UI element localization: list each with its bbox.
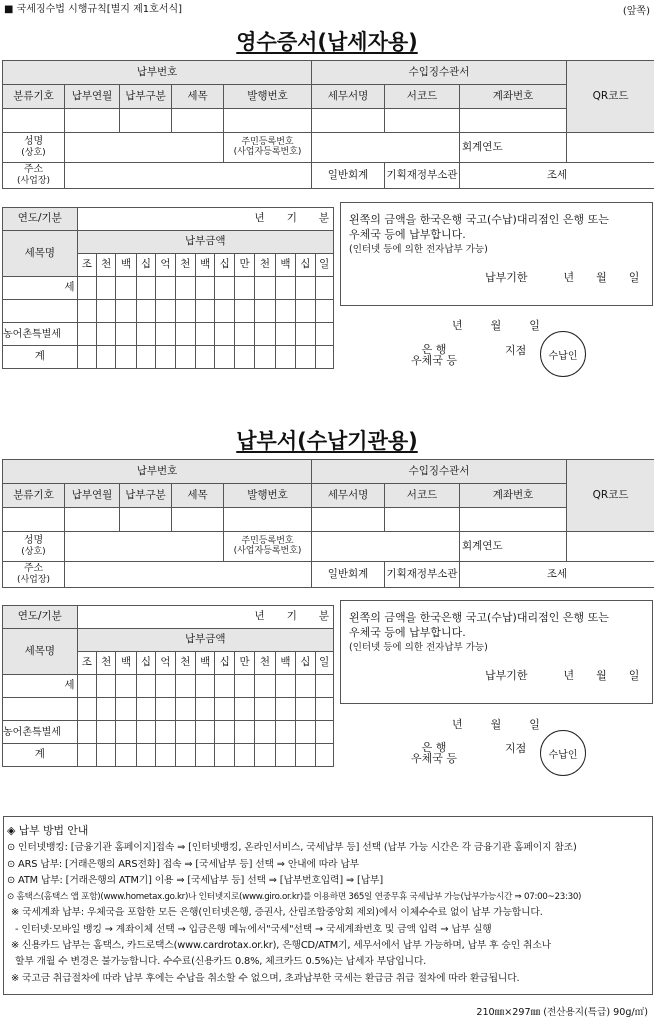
amount-table — [2, 605, 334, 767]
tax-row-label: 세 — [3, 277, 78, 300]
form-regulation-label: ■ 국세징수법 시행규칙[별지 제1호서식] — [4, 4, 183, 15]
tax-item-field[interactable] — [172, 508, 224, 532]
year-base-label: 연도/기분 — [3, 208, 78, 231]
receipt-stamp: 수납인 — [540, 331, 586, 377]
amount-label: 납부금액 — [77, 231, 333, 254]
rural-tax-row-label: 농어촌특별세 — [3, 323, 78, 346]
amount-digit-cell[interactable] — [234, 744, 254, 767]
amount-digit-cell[interactable] — [175, 744, 195, 767]
deadline-label: 납부기한 년 월 일 — [485, 669, 640, 682]
name-label: 성명 (상호) — [3, 532, 65, 562]
tax-row-label: 세 — [3, 675, 78, 698]
digit-header-12: 일 — [315, 254, 333, 277]
guide-line: ※ 국고금 취급절차에 따라 납부 후에는 수납을 취소할 수 없으며, 초과납부한 국세는 환급금 취급 절차에 따라 환급됩니다. — [11, 972, 520, 984]
amount-digit-cell[interactable] — [315, 300, 333, 323]
amount-digit-cell[interactable] — [77, 744, 96, 767]
amount-digit-cell[interactable] — [156, 675, 175, 698]
ministry-label: 기획재정부소관 — [385, 562, 460, 588]
fiscal-year-label: 회계연도 — [460, 133, 567, 163]
rrn-field[interactable] — [312, 133, 460, 163]
amount-digit-cell[interactable] — [136, 744, 155, 767]
amount-digit-cell[interactable] — [116, 744, 136, 767]
name-label: 성명 (상호) — [3, 133, 65, 163]
payment-notice-box — [340, 202, 653, 306]
payment-notice-box — [340, 600, 653, 704]
office-name-field[interactable] — [312, 508, 385, 532]
amount-digit-cell[interactable] — [275, 675, 295, 698]
office-name-label: 세무서명 — [312, 484, 385, 508]
notice-line-2: 우체국 등에 납부합니다. — [349, 228, 466, 241]
pay-month-label: 납부연월 — [65, 85, 120, 109]
notice-line-3: (인터넷 등에 의한 전자납부 가능) — [349, 642, 488, 653]
notice-line-1: 왼쪽의 금액을 한국은행 국고(수납)대리점인 은행 또는 — [349, 213, 609, 226]
amount-digit-cell[interactable] — [315, 721, 333, 744]
amount-digit-cell[interactable] — [196, 721, 215, 744]
amount-digit-cell[interactable] — [156, 323, 175, 346]
digit-header-1: 천 — [96, 254, 115, 277]
qr-code-label: QR코드 — [567, 460, 654, 532]
receipt-date: 년 월 일 — [452, 718, 540, 731]
amount-digit-cell[interactable] — [255, 323, 275, 346]
amount-digit-cell[interactable] — [296, 721, 315, 744]
rrn-field[interactable] — [312, 532, 460, 562]
amount-digit-cell[interactable] — [255, 744, 275, 767]
digit-header-9: 천 — [255, 254, 275, 277]
guide-line: ※ 신용카드 납부는 홈택스, 카드로택스(www.cardrotax.or.kr), 은행CD/ATM기, 세무서에서 납부 가능하며, 납부 후 승인 취소나 — [11, 940, 551, 952]
address-field[interactable] — [65, 562, 312, 588]
amount-digit-cell[interactable] — [315, 323, 333, 346]
notice-line-3: (인터넷 등에 의한 전자납부 가능) — [349, 244, 488, 255]
tax-label: 조세 — [460, 562, 654, 588]
pay-type-label: 납부구분 — [120, 484, 172, 508]
notice-line-2: 우체국 등에 납부합니다. — [349, 626, 466, 639]
amount-digit-cell[interactable] — [196, 277, 215, 300]
rrn-label: 주민등록번호 (사업자등록번호) — [224, 133, 312, 163]
amount-digit-cell[interactable] — [156, 300, 175, 323]
class-code-label: 분류기호 — [3, 484, 65, 508]
amount-digit-cell[interactable] — [96, 323, 115, 346]
issue-number-label: 발행번호 — [224, 85, 312, 109]
receipt-stamp: 수납인 — [540, 730, 586, 776]
notice-line-1: 왼쪽의 금액을 한국은행 국고(수납)대리점인 은행 또는 — [349, 611, 609, 624]
amount-digit-cell[interactable] — [77, 698, 96, 721]
bank-label: 은 행 우체국 등 — [411, 741, 458, 765]
blank-row-label[interactable] — [3, 698, 78, 721]
pay-type-label: 납부구분 — [120, 85, 172, 109]
blank-row-label[interactable] — [3, 300, 78, 323]
fiscal-year-field[interactable] — [567, 133, 654, 163]
amount-digit-cell[interactable] — [116, 721, 136, 744]
tax-label: 조세 — [460, 163, 654, 189]
amount-digit-cell[interactable] — [255, 277, 275, 300]
class-code-label: 분류기호 — [3, 85, 65, 109]
amount-digit-cell[interactable] — [156, 277, 175, 300]
digit-header-0: 조 — [77, 652, 96, 675]
qr-code-label: QR코드 — [567, 61, 654, 133]
guide-line: ⊙ 인터넷뱅킹: [금융기관 홈페이지]접속 ⇒ [인터넷뱅킹, 온라인서비스, 국세납부 등] 선택 (납부 가능 시간은 각 금융기관 홈페이지 참조) — [7, 842, 577, 854]
amount-digit-cell[interactable] — [116, 277, 136, 300]
amount-digit-cell[interactable] — [136, 277, 155, 300]
address-label: 주소 (사업장) — [3, 562, 65, 588]
amount-table — [2, 207, 334, 369]
guide-line: ⊙ 홈택스(홈택스 앱 포함)(www.hometax.go.kr)나 인터넷지로(www.giro.or.kr)를 이용하면 365일 연중무휴 국세납부 가능(납부가능시간 ⇒ 07:00~23:30) — [7, 892, 582, 903]
amount-digit-cell[interactable] — [215, 323, 234, 346]
guide-title: ◈ 납부 방법 안내 — [7, 824, 89, 837]
tax-item-field[interactable] — [172, 109, 224, 133]
payment-number-header: 납부번호 — [3, 61, 312, 85]
amount-label: 납부금액 — [77, 629, 333, 652]
year-base-field[interactable]: 년 기 분 — [77, 208, 333, 231]
rural-tax-row-label: 농어촌특별세 — [3, 721, 78, 744]
taxpayer-info-table — [2, 60, 654, 189]
issue-number-field[interactable] — [224, 508, 312, 532]
amount-digit-cell[interactable] — [77, 277, 96, 300]
amount-digit-cell[interactable] — [275, 277, 295, 300]
guide-line: ⊙ ATM 납부: [거래은행의 ATM기] 이용 ⇒ [국세납부 등] 선택 ⇒ [납부번호입력] ⇒ [납부] — [7, 874, 383, 886]
digit-header-4: 억 — [156, 652, 175, 675]
year-base-label: 연도/기분 — [3, 606, 78, 629]
branch-label: 지점 — [505, 742, 527, 755]
receipt-date: 년 월 일 — [452, 319, 540, 332]
general-account-label: 일반회계 — [312, 163, 385, 189]
amount-digit-cell[interactable] — [315, 698, 333, 721]
digit-header-2: 백 — [116, 254, 136, 277]
amount-digit-cell[interactable] — [136, 323, 155, 346]
digit-header-12: 일 — [315, 652, 333, 675]
amount-digit-cell[interactable] — [275, 698, 295, 721]
address-label: 주소 (사업장) — [3, 163, 65, 189]
amount-digit-cell[interactable] — [255, 721, 275, 744]
digit-header-11: 십 — [296, 652, 315, 675]
amount-digit-cell[interactable] — [96, 698, 115, 721]
amount-digit-cell[interactable] — [136, 346, 155, 369]
form-title: 영수증서(납세자용) — [236, 30, 418, 54]
amount-digit-cell[interactable] — [96, 346, 115, 369]
item-name-label: 세목명 — [3, 629, 78, 675]
digit-header-10: 백 — [275, 254, 295, 277]
amount-digit-cell[interactable] — [296, 346, 315, 369]
amount-digit-cell[interactable] — [136, 721, 155, 744]
amount-digit-cell[interactable] — [136, 698, 155, 721]
fiscal-year-label: 회계연도 — [460, 532, 567, 562]
amount-digit-cell[interactable] — [215, 721, 234, 744]
digit-header-5: 천 — [175, 652, 195, 675]
office-code-field[interactable] — [385, 109, 460, 133]
amount-digit-cell[interactable] — [234, 300, 254, 323]
form-title: 납부서(수납기관용) — [236, 429, 418, 453]
amount-digit-cell[interactable] — [234, 323, 254, 346]
amount-digit-cell[interactable] — [255, 300, 275, 323]
amount-digit-cell[interactable] — [116, 675, 136, 698]
tax-item-label: 세목 — [172, 85, 224, 109]
amount-digit-cell[interactable] — [215, 675, 234, 698]
amount-digit-cell[interactable] — [234, 277, 254, 300]
digit-header-10: 백 — [275, 652, 295, 675]
class-code-field[interactable] — [3, 109, 65, 133]
year-base-field[interactable]: 년 기 분 — [77, 606, 333, 629]
amount-digit-cell[interactable] — [234, 721, 254, 744]
amount-digit-cell[interactable] — [96, 675, 115, 698]
digit-header-7: 십 — [215, 652, 234, 675]
amount-digit-cell[interactable] — [255, 698, 275, 721]
rrn-label: 주민등록번호 (사업자등록번호) — [224, 532, 312, 562]
amount-digit-cell[interactable] — [156, 346, 175, 369]
amount-digit-cell[interactable] — [77, 323, 96, 346]
amount-digit-cell[interactable] — [275, 300, 295, 323]
digit-header-9: 천 — [255, 652, 275, 675]
amount-digit-cell[interactable] — [196, 323, 215, 346]
amount-digit-cell[interactable] — [175, 323, 195, 346]
page-side-label: (앞쪽) — [622, 6, 650, 17]
amount-digit-cell[interactable] — [196, 698, 215, 721]
digit-header-5: 천 — [175, 254, 195, 277]
pay-type-field[interactable] — [120, 109, 172, 133]
digit-header-7: 십 — [215, 254, 234, 277]
amount-digit-cell[interactable] — [296, 300, 315, 323]
digit-header-4: 억 — [156, 254, 175, 277]
amount-digit-cell[interactable] — [175, 277, 195, 300]
amount-digit-cell[interactable] — [196, 675, 215, 698]
digit-header-6: 백 — [196, 652, 215, 675]
branch-label: 지점 — [505, 344, 527, 357]
amount-digit-cell[interactable] — [215, 744, 234, 767]
payment-guide — [3, 816, 653, 995]
digit-header-8: 만 — [234, 254, 254, 277]
amount-digit-cell[interactable] — [275, 323, 295, 346]
office-code-field[interactable] — [385, 508, 460, 532]
digit-header-0: 조 — [77, 254, 96, 277]
amount-digit-cell[interactable] — [255, 675, 275, 698]
total-row-label: 계 — [3, 346, 78, 369]
bank-label: 은 행 우체국 등 — [411, 343, 458, 367]
account-number-label: 계좌번호 — [460, 484, 567, 508]
amount-digit-cell[interactable] — [77, 346, 96, 369]
paper-spec: 210㎜×297㎜ (전산용지(특급) 90g/㎡) — [476, 1007, 648, 1018]
amount-digit-cell[interactable] — [175, 300, 195, 323]
amount-digit-cell[interactable] — [156, 721, 175, 744]
tax-item-label: 세목 — [172, 484, 224, 508]
digit-header-3: 십 — [136, 652, 155, 675]
amount-digit-cell[interactable] — [96, 744, 115, 767]
class-code-field[interactable] — [3, 508, 65, 532]
general-account-label: 일반회계 — [312, 562, 385, 588]
amount-digit-cell[interactable] — [215, 300, 234, 323]
amount-digit-cell[interactable] — [215, 346, 234, 369]
address-field[interactable] — [65, 163, 312, 189]
amount-digit-cell[interactable] — [77, 300, 96, 323]
deadline-label: 납부기한 년 월 일 — [485, 271, 640, 284]
office-name-label: 세무서명 — [312, 85, 385, 109]
amount-digit-cell[interactable] — [296, 323, 315, 346]
amount-digit-cell[interactable] — [136, 300, 155, 323]
amount-digit-cell[interactable] — [296, 277, 315, 300]
amount-digit-cell[interactable] — [234, 698, 254, 721]
amount-digit-cell[interactable] — [96, 277, 115, 300]
amount-digit-cell[interactable] — [315, 277, 333, 300]
amount-digit-cell[interactable] — [77, 721, 96, 744]
account-number-field[interactable] — [460, 109, 567, 133]
fiscal-year-field[interactable] — [567, 532, 654, 562]
amount-digit-cell[interactable] — [275, 744, 295, 767]
digit-header-8: 만 — [234, 652, 254, 675]
amount-digit-cell[interactable] — [275, 721, 295, 744]
digit-header-6: 백 — [196, 254, 215, 277]
total-row-label: 계 — [3, 744, 78, 767]
digit-header-1: 천 — [96, 652, 115, 675]
amount-digit-cell[interactable] — [315, 744, 333, 767]
digit-header-2: 백 — [116, 652, 136, 675]
name-field[interactable] — [65, 532, 224, 562]
amount-digit-cell[interactable] — [215, 277, 234, 300]
name-field[interactable] — [65, 133, 224, 163]
digit-header-3: 십 — [136, 254, 155, 277]
ministry-label: 기획재정부소관 — [385, 163, 460, 189]
taxpayer-info-table — [2, 459, 654, 588]
office-code-label: 서코드 — [385, 85, 460, 109]
amount-digit-cell[interactable] — [175, 721, 195, 744]
amount-digit-cell[interactable] — [315, 346, 333, 369]
office-code-label: 서코드 — [385, 484, 460, 508]
amount-digit-cell[interactable] — [196, 346, 215, 369]
amount-digit-cell[interactable] — [156, 698, 175, 721]
receiving-office-header: 수입징수관서 — [312, 460, 567, 484]
amount-digit-cell[interactable] — [96, 721, 115, 744]
pay-month-field[interactable] — [65, 508, 120, 532]
pay-month-label: 납부연월 — [65, 484, 120, 508]
amount-digit-cell[interactable] — [116, 300, 136, 323]
office-name-field[interactable] — [312, 109, 385, 133]
amount-digit-cell[interactable] — [116, 698, 136, 721]
guide-line: ※ 국세계좌 납부: 우체국을 포함한 모든 은행(인터넷은행, 증권사, 산림조합중앙회 제외)에서 이체수수료 없이 납부 가능합니다. — [11, 907, 543, 919]
amount-digit-cell[interactable] — [234, 675, 254, 698]
pay-type-field[interactable] — [120, 508, 172, 532]
amount-digit-cell[interactable] — [96, 300, 115, 323]
item-name-label: 세목명 — [3, 231, 78, 277]
receiving-office-header: 수입징수관서 — [312, 61, 567, 85]
guide-line: 할부 개월 수 변경은 불가능합니다. 수수료(신용카드 0.8%, 체크카드 0.5%)는 납세자 부담입니다. — [15, 956, 427, 968]
pay-month-field[interactable] — [65, 109, 120, 133]
account-number-field[interactable] — [460, 508, 567, 532]
digit-header-11: 십 — [296, 254, 315, 277]
amount-digit-cell[interactable] — [175, 698, 195, 721]
guide-line: ⊙ ARS 납부: [거래은행의 ARS전화] 접속 ⇒ [국세납부 등] 선택 ⇒ 안내에 따라 납부 — [7, 858, 359, 870]
amount-digit-cell[interactable] — [296, 698, 315, 721]
amount-digit-cell[interactable] — [136, 675, 155, 698]
amount-digit-cell[interactable] — [196, 300, 215, 323]
amount-digit-cell[interactable] — [315, 675, 333, 698]
amount-digit-cell[interactable] — [296, 675, 315, 698]
amount-digit-cell[interactable] — [196, 744, 215, 767]
amount-digit-cell[interactable] — [296, 744, 315, 767]
amount-digit-cell[interactable] — [175, 346, 195, 369]
payment-number-header: 납부번호 — [3, 460, 312, 484]
issue-number-field[interactable] — [224, 109, 312, 133]
guide-line: - 인터넷·모바일 뱅킹 → 계좌이체 선택 → 입금은행 메뉴에서"국세"선택 → 국세계좌번호 및 금액 입력 → 납부 실행 — [15, 923, 492, 935]
amount-digit-cell[interactable] — [234, 346, 254, 369]
amount-digit-cell[interactable] — [116, 346, 136, 369]
amount-digit-cell[interactable] — [175, 675, 195, 698]
amount-digit-cell[interactable] — [255, 346, 275, 369]
amount-digit-cell[interactable] — [116, 323, 136, 346]
amount-digit-cell[interactable] — [275, 346, 295, 369]
amount-digit-cell[interactable] — [156, 744, 175, 767]
issue-number-label: 발행번호 — [224, 484, 312, 508]
account-number-label: 계좌번호 — [460, 85, 567, 109]
amount-digit-cell[interactable] — [77, 675, 96, 698]
amount-digit-cell[interactable] — [215, 698, 234, 721]
